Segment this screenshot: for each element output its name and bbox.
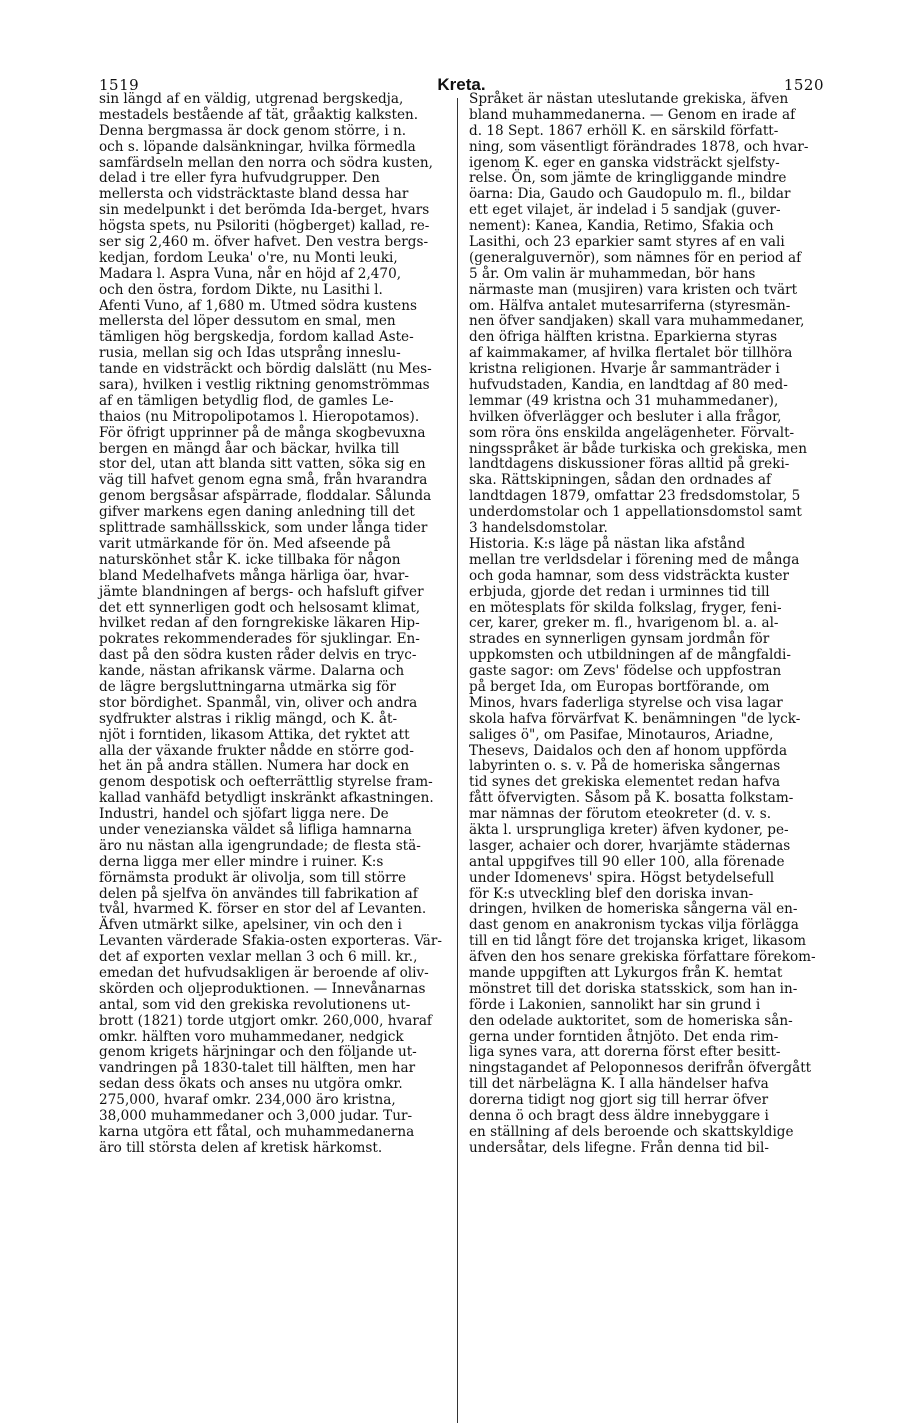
text-line: splittrade samhällsskick, som under långa tider — [99, 520, 428, 537]
text-line: erbjuda, gjorde det redan i urminnes tid till — [469, 583, 770, 600]
text-line: genom despotisk och oefterrättlig styrelse fram- — [99, 774, 433, 791]
text-line: dorerna tidigt nog gjort sig till herrar öfver — [469, 1092, 769, 1109]
text-line: skörden och oljeproduktionen. — Innevånarnas — [99, 980, 426, 997]
text-line: delad i tre eller fyra hufvudgrupper. Den — [99, 170, 380, 187]
text-line: dast genom en anakronism tyckas vilja förlägga — [469, 917, 799, 934]
text-line: sin medelpunkt i det berömda Ida-berget, hvars — [99, 202, 430, 219]
text-line: thaios (nu Mitropolipotamos l. Hieropotamos). — [99, 408, 420, 425]
right-text-column — [469, 92, 816, 1157]
text-line: omkr. hälften voro muhammedaner, nedgick — [99, 1028, 404, 1045]
text-line: mande uppgiften att Lykurgos från K. hemtat — [469, 964, 783, 981]
text-line: för K:s utveckling blef den doriska invan- — [469, 885, 754, 902]
text-line: derna ligga mer eller mindre i ruiner. K:s — [99, 853, 384, 870]
text-line: kallad vanhäfd betydligt inskränkt afkastningen. — [99, 790, 434, 807]
text-line: rusia, mellan sig och Idas utsprång inneslu- — [99, 345, 401, 362]
text-line: stor bördighet. Spanmål, vin, oliver och andra — [99, 694, 418, 711]
text-line: tvål, hvarmed K. förser en stor del af Levanten. — [99, 901, 427, 918]
text-line: äro nu nästan alla igengrundade; de flesta stä- — [99, 837, 421, 854]
text-line: lemmar (49 kristna och 31 muhammedaner), — [469, 392, 779, 409]
text-line: 3 handelsdomstolar. — [469, 520, 608, 537]
text-line: bergen en mängd åar och bäckar, hvilka till — [99, 440, 400, 457]
text-line: gerna under forntiden åtnjöto. Det enda rim- — [469, 1028, 779, 1045]
text-line: Språket är nästan uteslutande grekiska, äfven — [469, 91, 789, 107]
text-line: om. Hälfva antalet mutesarriferna (styresmän- — [469, 297, 791, 314]
text-line: till det närbelägna K. I alla händelser hafva — [469, 1076, 769, 1093]
text-line: undersåtar, dels lifegne. Från denna tid bil- — [469, 1139, 769, 1156]
text-line: (generalguvernör), som nämnes för en period af — [469, 249, 802, 266]
text-line: 38,000 muhammedaner och 3,000 judar. Tur- — [99, 1108, 413, 1124]
text-line: 275,000, hvaraf omkr. 234,000 äro kristna, — [99, 1092, 396, 1109]
text-line: underdomstolar och 1 appellationsdomstol samt — [469, 504, 802, 521]
text-line: och goda hamnar, som dess vidsträckta kuster — [469, 567, 790, 584]
text-line: som röra öns enskilda angelägenheter. Förvalt- — [469, 424, 795, 441]
text-line: uppkomsten och utbildningen af de mångfaldi- — [469, 647, 792, 664]
text-line: d. 18 Sept. 1867 erhöll K. en särskild författ- — [469, 122, 779, 139]
text-line: den odelade auktoritet, som de homeriska sån- — [469, 1012, 793, 1029]
text-line: strades en synnerligen gynsam jordmån för — [469, 631, 770, 648]
text-line: mellersta del löper dessutom en smal, men — [99, 313, 396, 330]
text-line: Lasithi, och 23 eparkier samt styres af en vali — [469, 234, 785, 251]
text-line: nen öfver sandjaken) skall vara muhammedaner, — [469, 313, 805, 330]
text-line: det ett synnerligen godt och helsosamt klimat, — [99, 599, 421, 616]
text-line: hufvudstaden, Kandia, en landtdag af 80 med- — [469, 377, 788, 394]
text-line: tande en vidsträckt och bördig dalslätt (nu Mes- — [99, 361, 432, 378]
text-line: mestadels bestående af tät, gråaktig kalksten. — [99, 106, 419, 123]
text-line: ska. Rättskipningen, sådan den ordnades af — [469, 472, 772, 489]
text-line: Levanten värderade Sfakia-osten exporteras. Vär- — [99, 933, 442, 950]
text-line: Thesevs, Daidalos och den af honom uppförda — [469, 742, 788, 759]
text-line: ett eget vilajet, är indelad i 5 sandjak (guver- — [469, 202, 781, 219]
text-line: äfven den hos senare grekiska författare förekom- — [469, 949, 816, 966]
text-line: kristna religionen. Hvarje år sammanträder i — [469, 361, 780, 378]
text-line: labyrinten o. s. v. På de homeriska sångernas — [469, 758, 781, 775]
text-line: Minos, hvars faderliga styrelse och visa lagar — [469, 694, 783, 711]
text-line: stor del, utan att blanda sitt vatten, söka sig en — [99, 456, 426, 473]
text-line: ningstagandet af Peloponnesos derifrån öfvergått — [469, 1060, 812, 1077]
text-line: bland muhammedanerna. — Genom en irade af — [469, 106, 796, 123]
text-line: ser sig 2,460 m. öfver hafvet. Den vestra bergs- — [99, 234, 429, 251]
text-line: sara), hvilken i vestlig riktning genomströmmas — [99, 377, 430, 394]
text-line: Historia. K:s läge på nästan lika afstånd — [469, 535, 746, 552]
text-line: bland Medelhafvets många härliga öar, hvar- — [99, 567, 409, 584]
text-line: äkta l. ursprungliga kreter) äfven kydoner, pe- — [469, 821, 789, 838]
text-line: karna utgöra ett fåtal, och muhammedanerna — [99, 1123, 415, 1140]
text-line: vandringen på 1830-talet till hälften, men har — [99, 1060, 416, 1077]
text-line: liga synes vara, att dorerna först efter besitt- — [469, 1044, 781, 1061]
text-line: dast på den södra kusten råder delvis en tryc- — [99, 647, 417, 664]
text-line: Äfven utmärkt silke, apelsiner, vin och den i — [99, 917, 402, 934]
text-line: nement): Kanea, Kandia, Retimo, Sfakia och — [469, 218, 774, 235]
text-line: af kaimmakamer, af hvilka flertalet bör tillhöra — [469, 345, 793, 362]
text-line: Madara l. Aspra Vuna, når en höjd af 2,470, — [99, 265, 402, 282]
text-line: cer, karer, greker m. fl., hvarigenom bl. a. al- — [469, 615, 779, 632]
text-line: gaste sagor: om Zevs' födelse och uppfostran — [469, 663, 782, 680]
text-line: fått öfvervigten. Såsom på K. bosatta folkstam- — [469, 790, 794, 807]
text-line: landtdagens diskussioner föras alltid på greki- — [469, 456, 790, 473]
text-line: den öfriga hälften kristna. Eparkierna styras — [469, 329, 778, 346]
text-line: lasger, achaier och dorer, hvarjämte städernas — [469, 837, 791, 854]
text-line: emedan det hufvudsakligen är beroende af oliv- — [99, 964, 429, 981]
text-line: mellan tre verldsdelar i förening med de många — [469, 551, 800, 568]
text-line: ningsspråket är både turkiska och grekiska, men — [469, 440, 807, 457]
text-line: landtdagen 1879, omfattar 23 fredsdomstolar, 5 — [469, 488, 801, 505]
text-line: och den östra, fordom Dikte, nu Lasithi l. — [99, 281, 383, 298]
text-line: de lägre bergsluttningarna utmärka sig för — [99, 678, 396, 695]
text-line: äro till största delen af kretisk härkomst. — [99, 1139, 383, 1156]
text-line: sedan dess ökats och anses nu utgöra omkr. — [99, 1076, 403, 1093]
text-line: närmaste man (musjiren) vara kristen och tvärt — [469, 281, 798, 298]
text-line: igenom K. eger en ganska vidsträckt sjelfsty- — [469, 154, 780, 171]
text-line: kedjan, fordom Leuka' o're, nu Monti leuki, — [99, 249, 398, 266]
page-title: Kreta. — [437, 75, 486, 94]
text-line: relse. Ön, som jämte de kringliggande mindre — [469, 170, 787, 187]
text-line: en mötesplats för skilda folkslag, fryger, feni- — [469, 599, 782, 616]
text-line: under venezianska väldet så lifliga hamnarna — [99, 821, 412, 838]
page-number-right: 1520 — [783, 76, 824, 94]
text-line: genom krigets härjningar och den följande ut- — [99, 1044, 417, 1061]
text-line: skola hafva förvärfvat K. benämningen "de lyck- — [469, 710, 801, 727]
text-line: mar nämnas der förutom eteokreter (d. v. s. — [469, 806, 772, 823]
text-line: Industri, handel och sjöfart ligga nere. De — [99, 806, 389, 823]
text-line: hvilken öfverlägger och besluter i alla frågor, — [469, 408, 782, 425]
text-line: ning, som väsentligt förändrades 1878, och hvar- — [469, 138, 809, 155]
text-line: antal uppgifves till 90 eller 100, alla förenade — [469, 853, 785, 870]
text-line: mellersta och vidsträcktaste bland dessa har — [99, 186, 409, 203]
text-line: naturskönhet står K. icke tillbaka för någon — [99, 551, 401, 568]
text-line: jämte blandningen af bergs- och hafsluft gifver — [99, 583, 424, 600]
text-line: det af exporten vexlar mellan 3 och 6 mill. kr., — [99, 949, 418, 966]
text-line: saliges ö", om Pasifae, Minotauros, Ariadne, — [469, 726, 774, 743]
text-line: alla der växande frukter nådde en större god- — [99, 742, 414, 759]
text-line: tämligen hög bergskedja, fordom kallad Aste- — [99, 329, 414, 346]
text-line: en ställning af dels beroende och skattskyldige — [469, 1123, 794, 1140]
text-line: njöt i forntiden, likasom Attika, det ryktet att — [99, 726, 410, 743]
text-line: Afenti Vuno, af 1,680 m. Utmed södra kustens — [99, 297, 417, 314]
text-line: gifver markens egen daning anledning till det — [99, 504, 415, 521]
text-line: genom bergsåsar afspärrade, floddalar. Sålunda — [99, 488, 432, 505]
left-text-column — [99, 92, 446, 1157]
text-line: brott (1821) torde utgjort omkr. 260,000, hvaraf — [99, 1012, 432, 1029]
text-line: på berget Ida, om Europas bortförande, om — [469, 678, 770, 695]
text-line: högsta spets, nu Psiloriti (högberget) kallad, re- — [99, 218, 430, 235]
text-line: varit utmärkande för ön. Med afseende på — [99, 535, 391, 552]
text-line: af en tämligen betydlig flod, de gamles Le- — [99, 392, 394, 409]
text-line: och s. löpande dalsänkningar, hvilka förmedla — [99, 138, 416, 155]
text-line: under Idomenevs' spira. Högst betydelsefull — [469, 869, 775, 886]
text-line: sin längd af en väldig, utgrenad bergskedja, — [99, 91, 404, 107]
text-line: förnämsta produkt är olivolja, som till större — [99, 869, 407, 886]
page-number-left: 1519 — [99, 76, 140, 94]
text-line: öarna: Dia, Gaudo och Gaudopulo m. fl., bildar — [469, 186, 791, 203]
text-line: hvilket redan af den forngrekiske läkaren Hip- — [99, 615, 420, 632]
column-divider — [457, 98, 458, 1423]
text-line: delen på sjelfva ön användes till fabrikation af — [99, 885, 418, 902]
text-line: Denna bergmassa är dock genom större, i n. — [99, 122, 407, 139]
text-line: denna ö och bragt dess äldre innebyggare i — [469, 1108, 769, 1124]
text-line: kande, nästan afrikansk värme. Dalarna och — [99, 663, 405, 680]
text-line: sydfrukter alstras i riklig mängd, och K. åt- — [99, 710, 398, 727]
text-line: förde i Lakonien, sannolikt har sin grund i — [469, 996, 761, 1013]
text-line: het än på andra ställen. Numera har dock en — [99, 758, 410, 775]
text-line: 5 år. Om valin är muhammedan, bör hans — [469, 265, 756, 282]
text-line: dringen, hvilken de homeriska sångerna väl en- — [469, 901, 798, 918]
text-line: antal, som vid den grekiska revolutionens ut- — [99, 996, 411, 1013]
text-line: samfärdseln mellan den norra och södra kusten, — [99, 154, 433, 171]
text-line: tid synes det grekiska elementet redan hafva — [469, 774, 781, 791]
text-line: pokrates rekommenderades för sjuklingar. En- — [99, 631, 420, 648]
text-line: väg till hafvet genom egna små, från hvarandra — [99, 472, 428, 489]
text-line: till en tid långt före det trojanska kriget, likasom — [469, 933, 806, 950]
text-line: För öfrigt upprinner på de många skogbevuxna — [99, 424, 426, 441]
text-line: mönstret till det doriska statsskick, som han in- — [469, 980, 798, 997]
